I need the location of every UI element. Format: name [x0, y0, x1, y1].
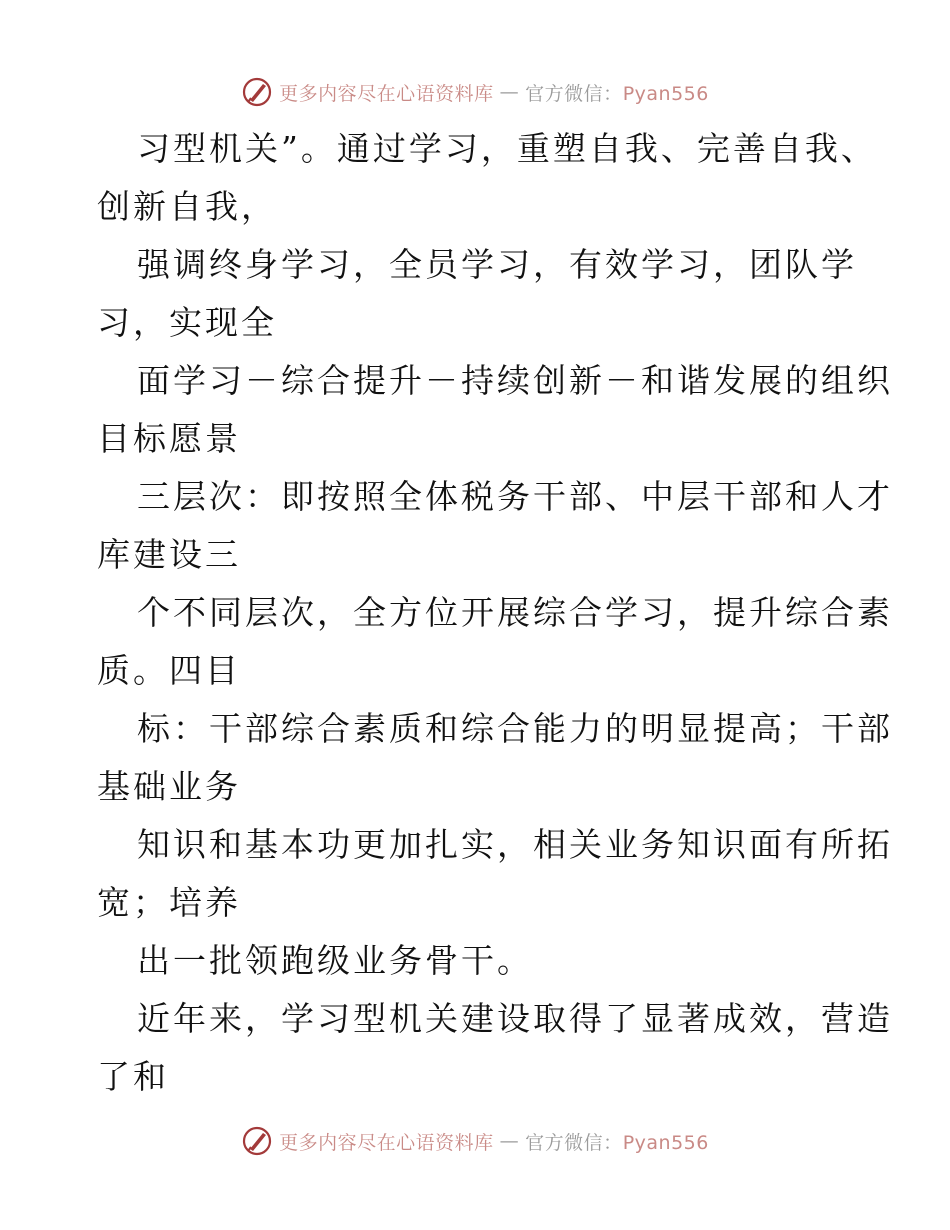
- document-body: [97, 120, 893, 1106]
- text-line: 强调终身学习，全员学习，有效学习，团队学: [137, 245, 857, 284]
- text-line: 面学习－综合提升－持续创新－和谐发展的组织: [137, 361, 893, 400]
- text-line: 近年来，学习型机关建设取得了显著成效，营造: [137, 999, 893, 1038]
- quill-pen-logo-icon: [241, 76, 273, 108]
- text-line: 目标愿景: [97, 419, 241, 458]
- text-line: 了和: [97, 1057, 169, 1096]
- text-line: 习型机关”。通过学习，重塑自我、完善自我、: [137, 129, 877, 168]
- text-line: 库建设三: [97, 535, 241, 574]
- watermark-contact-id: Pyan556: [622, 82, 709, 105]
- text-line: 习，实现全: [97, 303, 277, 342]
- footer-watermark: [0, 1121, 950, 1161]
- watermark-contact: [525, 1128, 709, 1155]
- watermark-contact-id: Pyan556: [622, 1131, 709, 1154]
- watermark-contact-label: 官方微信：: [525, 1131, 623, 1154]
- watermark-separator: —: [499, 1130, 520, 1152]
- text-line: 知识和基本功更加扎实，相关业务知识面有所拓: [137, 825, 893, 864]
- text-line: 标：干部综合素质和综合能力的明显提高；干部: [137, 709, 893, 748]
- watermark-contact-label: 官方微信：: [525, 82, 623, 105]
- text-line: 宽；培养: [97, 883, 241, 922]
- text-line: 质。四目: [97, 651, 241, 690]
- text-line: 创新自我，: [97, 187, 277, 226]
- watermark-site-text: 更多内容尽在心语资料库: [279, 82, 494, 105]
- quill-pen-logo-icon: [241, 1125, 273, 1157]
- text-line: 基础业务: [97, 767, 241, 806]
- text-line: 三层次：即按照全体税务干部、中层干部和人才: [137, 477, 893, 516]
- text-line: 出一批领跑级业务骨干。: [137, 941, 533, 980]
- watermark-contact: [525, 79, 709, 106]
- header-watermark: [0, 72, 950, 112]
- watermark-separator: —: [499, 81, 520, 103]
- watermark-site-text: 更多内容尽在心语资料库: [279, 1131, 494, 1154]
- text-line: 个不同层次，全方位开展综合学习，提升综合素: [137, 593, 893, 632]
